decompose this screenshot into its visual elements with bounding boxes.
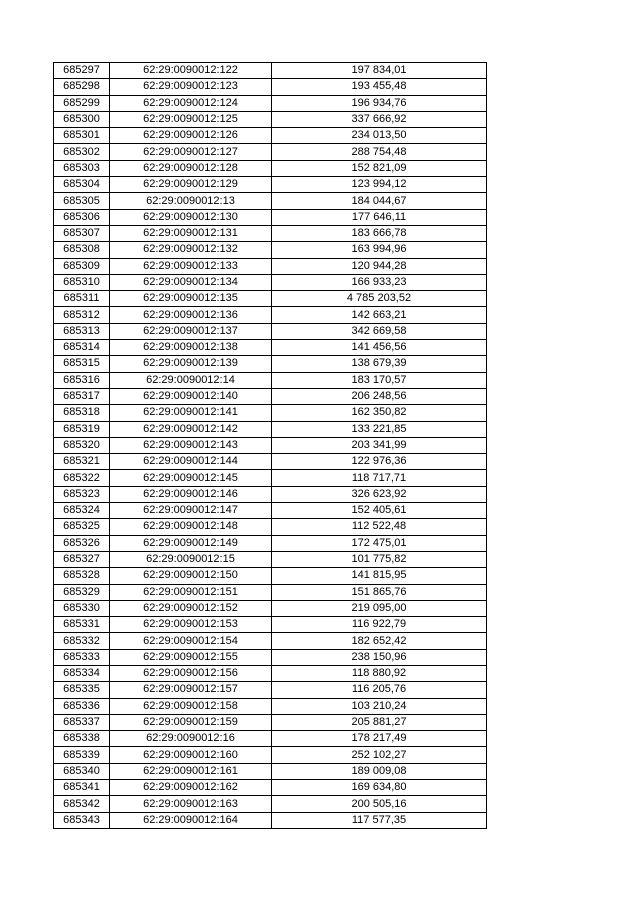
cadastral-number-cell: 62:29:0090012:143: [110, 437, 272, 453]
cadastral-value-cell: 116 922,79: [272, 617, 487, 633]
table-row: [54, 698, 487, 714]
cadastral-value-cell: 184 044,67: [272, 193, 487, 209]
record-id-cell: 685306: [54, 209, 110, 225]
cadastral-value-cell: 182 652,42: [272, 633, 487, 649]
table-row: [54, 160, 487, 176]
cadastral-number-cell: 62:29:0090012:123: [110, 79, 272, 95]
cadastral-number-cell: 62:29:0090012:127: [110, 144, 272, 160]
table-row: [54, 95, 487, 111]
record-id-cell: 685328: [54, 568, 110, 584]
record-id-cell: 685323: [54, 486, 110, 502]
cadastral-value-cell: 183 666,78: [272, 225, 487, 241]
cadastral-number-cell: 62:29:0090012:130: [110, 209, 272, 225]
cadastral-value-cell: 117 577,35: [272, 812, 487, 828]
record-id-cell: 685312: [54, 307, 110, 323]
cadastral-number-cell: 62:29:0090012:163: [110, 796, 272, 812]
record-id-cell: 685333: [54, 649, 110, 665]
cadastral-number-cell: 62:29:0090012:125: [110, 111, 272, 127]
table-row: [54, 340, 487, 356]
record-id-cell: 685297: [54, 63, 110, 79]
record-id-cell: 685320: [54, 437, 110, 453]
cadastral-value-cell: 141 815,95: [272, 568, 487, 584]
cadastral-value-cell: 238 150,96: [272, 649, 487, 665]
record-id-cell: 685316: [54, 372, 110, 388]
cadastral-value-cell: 123 994,12: [272, 177, 487, 193]
cadastral-value-cell: 200 505,16: [272, 796, 487, 812]
cadastral-number-cell: 62:29:0090012:124: [110, 95, 272, 111]
record-id-cell: 685302: [54, 144, 110, 160]
record-id-cell: 685339: [54, 747, 110, 763]
cadastral-value-cell: 219 095,00: [272, 600, 487, 616]
cadastral-value-cell: 234 013,50: [272, 128, 487, 144]
table-row: [54, 665, 487, 681]
table-row: [54, 193, 487, 209]
record-id-cell: 685303: [54, 160, 110, 176]
record-id-cell: 685331: [54, 617, 110, 633]
cadastral-value-cell: 138 679,39: [272, 356, 487, 372]
record-id-cell: 685307: [54, 225, 110, 241]
table-row: [54, 177, 487, 193]
record-id-cell: 685326: [54, 535, 110, 551]
cadastral-number-cell: 62:29:0090012:148: [110, 519, 272, 535]
cadastral-number-cell: 62:29:0090012:156: [110, 665, 272, 681]
table-row: [54, 763, 487, 779]
cadastral-value-cell: 133 221,85: [272, 421, 487, 437]
table-row: [54, 144, 487, 160]
cadastral-number-cell: 62:29:0090012:152: [110, 600, 272, 616]
table-row: [54, 111, 487, 127]
record-id-cell: 685337: [54, 714, 110, 730]
cadastral-number-cell: 62:29:0090012:160: [110, 747, 272, 763]
cadastral-value-cell: 118 880,92: [272, 665, 487, 681]
cadastral-number-cell: 62:29:0090012:157: [110, 682, 272, 698]
table-row: [54, 388, 487, 404]
cadastral-value-cell: 252 102,27: [272, 747, 487, 763]
table-row: [54, 356, 487, 372]
table-row: [54, 780, 487, 796]
cadastral-number-cell: 62:29:0090012:132: [110, 242, 272, 258]
table-row: [54, 405, 487, 421]
record-id-cell: 685318: [54, 405, 110, 421]
cadastral-number-cell: 62:29:0090012:144: [110, 454, 272, 470]
table-row: [54, 209, 487, 225]
cadastral-number-cell: 62:29:0090012:147: [110, 503, 272, 519]
table-row: [54, 242, 487, 258]
record-id-cell: 685321: [54, 454, 110, 470]
record-id-cell: 685313: [54, 323, 110, 339]
table-row: [54, 714, 487, 730]
cadastral-number-cell: 62:29:0090012:142: [110, 421, 272, 437]
cadastral-number-cell: 62:29:0090012:128: [110, 160, 272, 176]
table-row: [54, 258, 487, 274]
cadastral-value-cell: 120 944,28: [272, 258, 487, 274]
cadastral-number-cell: 62:29:0090012:145: [110, 470, 272, 486]
cadastral-number-cell: 62:29:0090012:146: [110, 486, 272, 502]
record-id-cell: 685317: [54, 388, 110, 404]
cadastral-value-cell: 342 669,58: [272, 323, 487, 339]
table-body: [54, 63, 487, 829]
cadastral-number-cell: 62:29:0090012:135: [110, 291, 272, 307]
record-id-cell: 685300: [54, 111, 110, 127]
table-row: [54, 274, 487, 290]
table-row: [54, 535, 487, 551]
record-id-cell: 685319: [54, 421, 110, 437]
record-id-cell: 685342: [54, 796, 110, 812]
cadastral-value-cell: 177 646,11: [272, 209, 487, 225]
table-row: [54, 682, 487, 698]
table-row: [54, 225, 487, 241]
cadastral-value-cell: 193 455,48: [272, 79, 487, 95]
cadastral-value-cell: 103 210,24: [272, 698, 487, 714]
record-id-cell: 685314: [54, 340, 110, 356]
cadastral-number-cell: 62:29:0090012:131: [110, 225, 272, 241]
table-row: [54, 584, 487, 600]
table-row: [54, 486, 487, 502]
cadastral-number-cell: 62:29:0090012:159: [110, 714, 272, 730]
record-id-cell: 685315: [54, 356, 110, 372]
record-id-cell: 685325: [54, 519, 110, 535]
cadastral-value-cell: 141 456,56: [272, 340, 487, 356]
cadastral-value-cell: 162 350,82: [272, 405, 487, 421]
record-id-cell: 685336: [54, 698, 110, 714]
cadastral-value-cell: 172 475,01: [272, 535, 487, 551]
cadastral-value-cell: 152 821,09: [272, 160, 487, 176]
table-row: [54, 731, 487, 747]
cadastral-number-cell: 62:29:0090012:15: [110, 551, 272, 567]
record-id-cell: 685335: [54, 682, 110, 698]
record-id-cell: 685311: [54, 291, 110, 307]
record-id-cell: 685334: [54, 665, 110, 681]
table-row: [54, 437, 487, 453]
cadastral-value-cell: 189 009,08: [272, 763, 487, 779]
cadastral-value-cell: 205 881,27: [272, 714, 487, 730]
cadastral-value-cell: 203 341,99: [272, 437, 487, 453]
cadastral-value-cell: 142 663,21: [272, 307, 487, 323]
record-id-cell: 685330: [54, 600, 110, 616]
record-id-cell: 685343: [54, 812, 110, 828]
cadastral-number-cell: 62:29:0090012:133: [110, 258, 272, 274]
table-row: [54, 291, 487, 307]
table-row: [54, 812, 487, 828]
record-id-cell: 685329: [54, 584, 110, 600]
cadastral-number-cell: 62:29:0090012:137: [110, 323, 272, 339]
cadastral-number-cell: 62:29:0090012:140: [110, 388, 272, 404]
cadastral-number-cell: 62:29:0090012:16: [110, 731, 272, 747]
cadastral-number-cell: 62:29:0090012:164: [110, 812, 272, 828]
record-id-cell: 685310: [54, 274, 110, 290]
cadastral-value-cell: 169 634,80: [272, 780, 487, 796]
cadastral-value-cell: 206 248,56: [272, 388, 487, 404]
table-row: [54, 79, 487, 95]
cadastral-value-cell: 183 170,57: [272, 372, 487, 388]
cadastral-number-cell: 62:29:0090012:150: [110, 568, 272, 584]
cadastral-value-cell: 166 933,23: [272, 274, 487, 290]
cadastral-number-cell: 62:29:0090012:141: [110, 405, 272, 421]
record-id-cell: 685301: [54, 128, 110, 144]
table-row: [54, 551, 487, 567]
cadastral-value-cell: 163 994,96: [272, 242, 487, 258]
table-row: [54, 323, 487, 339]
record-id-cell: 685322: [54, 470, 110, 486]
table-row: [54, 796, 487, 812]
table-row: [54, 470, 487, 486]
cadastral-number-cell: 62:29:0090012:161: [110, 763, 272, 779]
cadastral-number-cell: 62:29:0090012:154: [110, 633, 272, 649]
record-id-cell: 685308: [54, 242, 110, 258]
table-row: [54, 454, 487, 470]
table-row: [54, 519, 487, 535]
cadastral-value-cell: 337 666,92: [272, 111, 487, 127]
record-id-cell: 685298: [54, 79, 110, 95]
cadastral-number-cell: 62:29:0090012:126: [110, 128, 272, 144]
cadastral-number-cell: 62:29:0090012:149: [110, 535, 272, 551]
table-row: [54, 63, 487, 79]
record-id-cell: 685341: [54, 780, 110, 796]
cadastral-number-cell: 62:29:0090012:138: [110, 340, 272, 356]
record-id-cell: 685324: [54, 503, 110, 519]
record-id-cell: 685309: [54, 258, 110, 274]
cadastral-value-cell: 288 754,48: [272, 144, 487, 160]
record-id-cell: 685340: [54, 763, 110, 779]
cadastral-value-cell: 122 976,36: [272, 454, 487, 470]
cadastral-number-cell: 62:29:0090012:153: [110, 617, 272, 633]
cadastral-number-cell: 62:29:0090012:158: [110, 698, 272, 714]
cadastral-value-cell: 116 205,76: [272, 682, 487, 698]
cadastral-number-cell: 62:29:0090012:13: [110, 193, 272, 209]
table-row: [54, 649, 487, 665]
table-row: [54, 421, 487, 437]
table-row: [54, 617, 487, 633]
table-row: [54, 307, 487, 323]
cadastral-value-cell: 326 623,92: [272, 486, 487, 502]
cadastral-value-cell: 112 522,48: [272, 519, 487, 535]
cadastral-value-cell: 196 934,76: [272, 95, 487, 111]
cadastral-number-cell: 62:29:0090012:136: [110, 307, 272, 323]
table-row: [54, 600, 487, 616]
record-id-cell: 685299: [54, 95, 110, 111]
table-row: [54, 747, 487, 763]
cadastral-number-cell: 62:29:0090012:129: [110, 177, 272, 193]
record-id-cell: 685304: [54, 177, 110, 193]
cadastral-number-cell: 62:29:0090012:122: [110, 63, 272, 79]
table-row: [54, 372, 487, 388]
record-id-cell: 685338: [54, 731, 110, 747]
cadastral-value-cell: 101 775,82: [272, 551, 487, 567]
cadastral-number-cell: 62:29:0090012:139: [110, 356, 272, 372]
table-row: [54, 128, 487, 144]
cadastral-value-table: [53, 62, 487, 829]
cadastral-number-cell: 62:29:0090012:162: [110, 780, 272, 796]
cadastral-number-cell: 62:29:0090012:155: [110, 649, 272, 665]
cadastral-value-cell: 118 717,71: [272, 470, 487, 486]
cadastral-value-cell: 152 405,61: [272, 503, 487, 519]
cadastral-number-cell: 62:29:0090012:134: [110, 274, 272, 290]
table-row: [54, 633, 487, 649]
cadastral-number-cell: 62:29:0090012:14: [110, 372, 272, 388]
cadastral-value-cell: 197 834,01: [272, 63, 487, 79]
record-id-cell: 685332: [54, 633, 110, 649]
cadastral-value-cell: 4 785 203,52: [272, 291, 487, 307]
table-row: [54, 503, 487, 519]
record-id-cell: 685305: [54, 193, 110, 209]
cadastral-value-cell: 178 217,49: [272, 731, 487, 747]
record-id-cell: 685327: [54, 551, 110, 567]
cadastral-number-cell: 62:29:0090012:151: [110, 584, 272, 600]
cadastral-value-cell: 151 865,76: [272, 584, 487, 600]
table-row: [54, 568, 487, 584]
